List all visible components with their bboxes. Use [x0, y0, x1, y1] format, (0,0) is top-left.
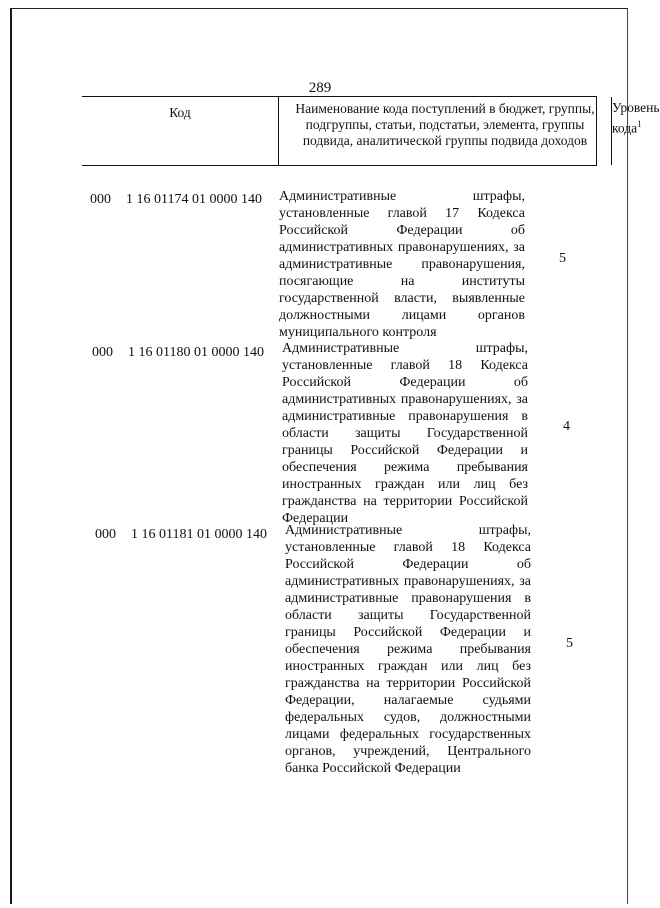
- row-prefix: 000: [92, 345, 113, 360]
- header-code: Код: [169, 105, 191, 120]
- table-header: [82, 96, 660, 166]
- row-code: 1 16 01174 01 0000 140: [126, 192, 262, 207]
- header-level: Уровень кода: [612, 100, 660, 136]
- row-level: 4: [563, 419, 570, 434]
- row-description: Административные штрафы, установленные главой 18 Кодекса Российской Федерации об административных правонарушениях, за административные правонарушения в области защиты Государственной границы Российской Федерации и обеспечения режима пребывания иностранных граждан или лиц без гражданства на территории Российской Федерации, налагаемые судьями федеральных судов, должностными лицами федеральных государственных органов, учреждений, Центрального банка Российской Федерации: [285, 523, 531, 776]
- row-code: 1 16 01181 01 0000 140: [131, 527, 267, 542]
- header-level-footnote: 1: [637, 119, 642, 129]
- page-number: 289: [308, 80, 332, 96]
- row-code: 1 16 01180 01 0000 140: [128, 345, 264, 360]
- row-level: 5: [566, 636, 573, 651]
- row-description: Административные штрафы, установленные главой 17 Кодекса Российской Федерации об административных правонарушениях, за административные правонарушения, посягающие на институты государственной власти, выявленные должностными лицами органов муниципального контроля: [279, 189, 525, 340]
- header-name: Наименование кода поступлений в бюджет, группы, подгруппы, статьи, подстатьи, элемента, группы подвида, аналитической группы подвида доходов: [278, 97, 612, 165]
- row-prefix: 000: [90, 192, 111, 207]
- row-level: 5: [559, 251, 566, 266]
- row-description: Административные штрафы, установленные главой 18 Кодекса Российской Федерации об административных правонарушениях, за административные правонарушения в области защиты Государственной границы Российской Федерации и обеспечения режима пребывания иностранных граждан или лиц без гражданства на территории Российской Федерации: [282, 341, 528, 526]
- row-prefix: 000: [95, 527, 116, 542]
